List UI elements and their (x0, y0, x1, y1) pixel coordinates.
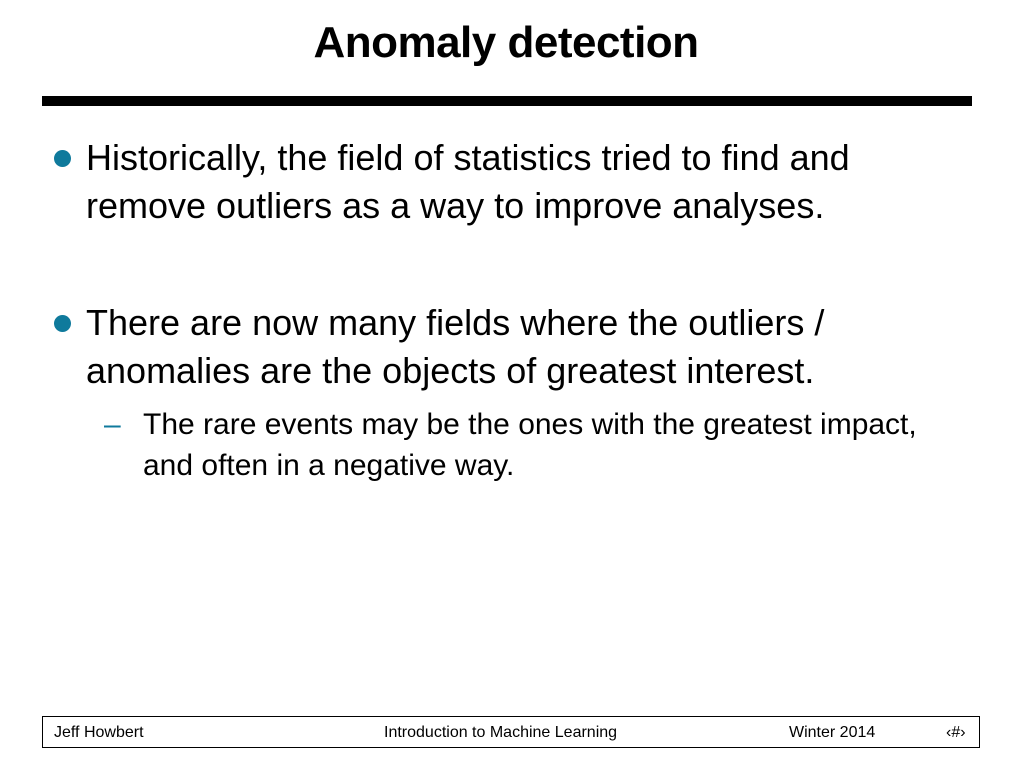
dash-marker-icon: – (104, 408, 121, 441)
footer-author: Jeff Howbert (54, 724, 144, 741)
slide-footer (42, 716, 980, 748)
sub-bullet-text: The rare events may be the ones with the greatest impact, and often in a negative way. (143, 408, 917, 482)
bullet-dot-icon (54, 315, 71, 332)
footer-course: Introduction to Machine Learning (384, 724, 618, 741)
footer-page-number: ‹#› (946, 724, 966, 741)
slide-title: Anomaly detection (313, 18, 699, 67)
bullet-dot-icon (54, 150, 71, 167)
bullet-text: Historically, the field of statistics tried to find and remove outliers as a way to improve analyses. (86, 137, 850, 226)
title-divider (42, 96, 972, 106)
bullet-text: There are now many fields where the outliers / anomalies are the objects of greatest interest. (86, 302, 825, 391)
footer-term: Winter 2014 (789, 724, 876, 741)
